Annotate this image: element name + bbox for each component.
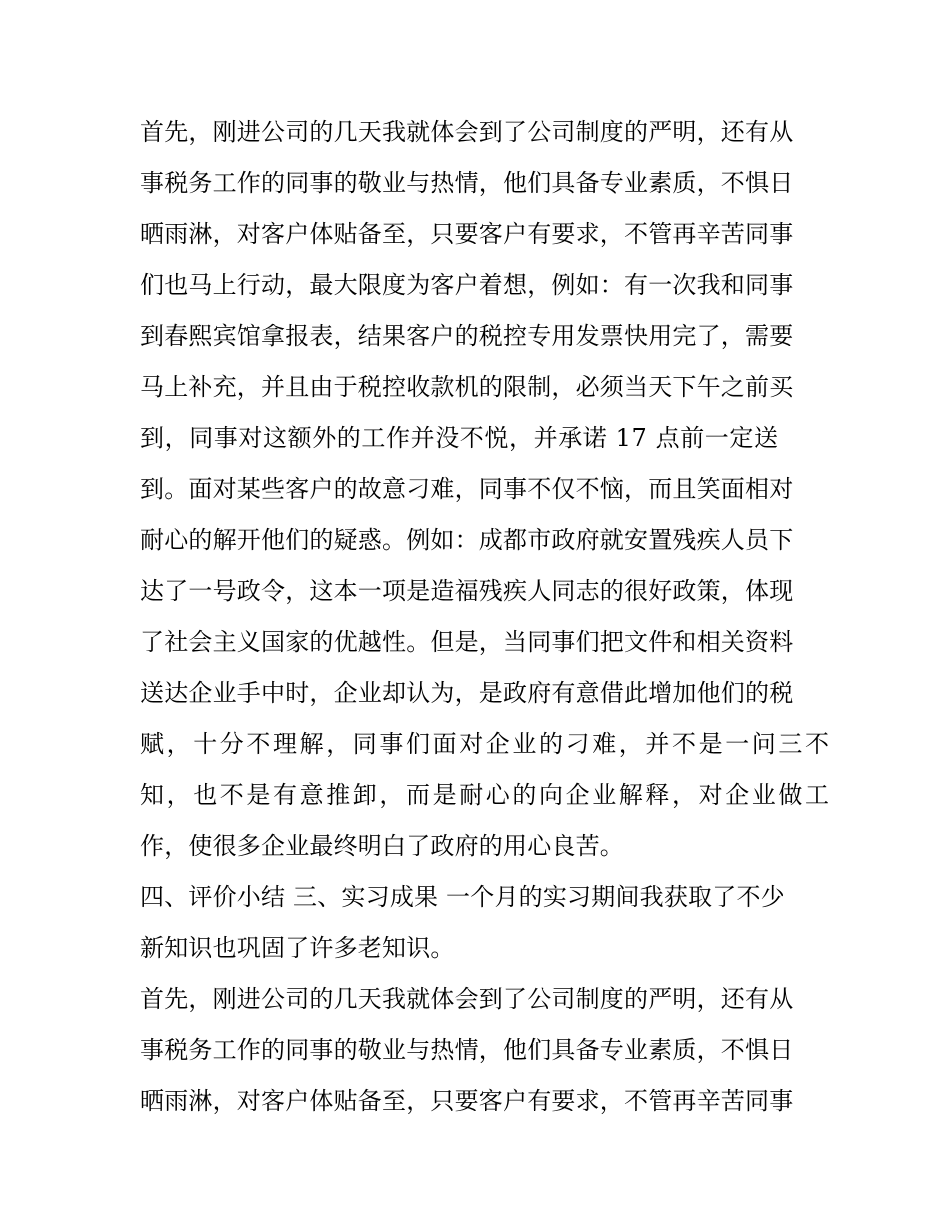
text-line-1: 首先，刚进公司的几天我就体会到了公司制度的严明，还有从 xyxy=(140,118,794,146)
text-line-4: 们也马上行动，最大限度为客户着想，例如：有一次我和同事 xyxy=(140,271,794,299)
text-line-5: 到春熙宾馆拿报表，结果客户的税控专用发票快用完了，需要 xyxy=(140,322,794,350)
text-line-12: 送达企业手中时，企业却认为，是政府有意借此增加他们的税 xyxy=(140,679,794,707)
text-line-7: 到，同事对这额外的工作并没不悦，并承诺 17 点前一定送 xyxy=(140,424,779,452)
text-line-9: 耐心的解开他们的疑惑。例如：成都市政府就安置残疾人员下 xyxy=(140,526,794,554)
text-line-17: 新知识也巩固了许多老知识。 xyxy=(140,934,455,962)
text-line-10: 达了一号政令，这本一项是造福残疾人同志的很好政策，体现 xyxy=(140,577,794,605)
document-body xyxy=(140,107,840,1127)
text-line-16: 四、评价小结 三、实习成果 一个月的实习期间我获取了不少 xyxy=(140,883,785,911)
text-line-3: 晒雨淋，对客户体贴备至，只要客户有要求，不管再辛苦同事 xyxy=(140,220,794,248)
text-line-2: 事税务工作的同事的敬业与热情，他们具备专业素质，不惧日 xyxy=(140,169,794,197)
text-line-11: 了社会主义国家的优越性。但是，当同事们把文件和相关资料 xyxy=(140,628,794,656)
text-line-15: 作，使很多企业最终明白了政府的用心良苦。 xyxy=(140,832,624,860)
text-line-14: 知，也不是有意推卸，而是耐心的向企业解释，对企业做工 xyxy=(140,781,832,809)
text-line-19: 事税务工作的同事的敬业与热情，他们具备专业素质，不惧日 xyxy=(140,1036,794,1064)
text-line-18: 首先，刚进公司的几天我就体会到了公司制度的严明，还有从 xyxy=(140,985,794,1013)
text-line-8: 到。面对某些客户的故意刁难，同事不仅不恼，而且笑面相对 xyxy=(140,475,794,503)
text-line-20: 晒雨淋，对客户体贴备至，只要客户有要求，不管再辛苦同事 xyxy=(140,1087,794,1115)
text-line-6: 马上补充，并且由于税控收款机的限制，必须当天下午之前买 xyxy=(140,373,794,401)
text-line-13: 赋，十分不理解，同事们面对企业的刁难，并不是一问三不 xyxy=(140,730,832,758)
